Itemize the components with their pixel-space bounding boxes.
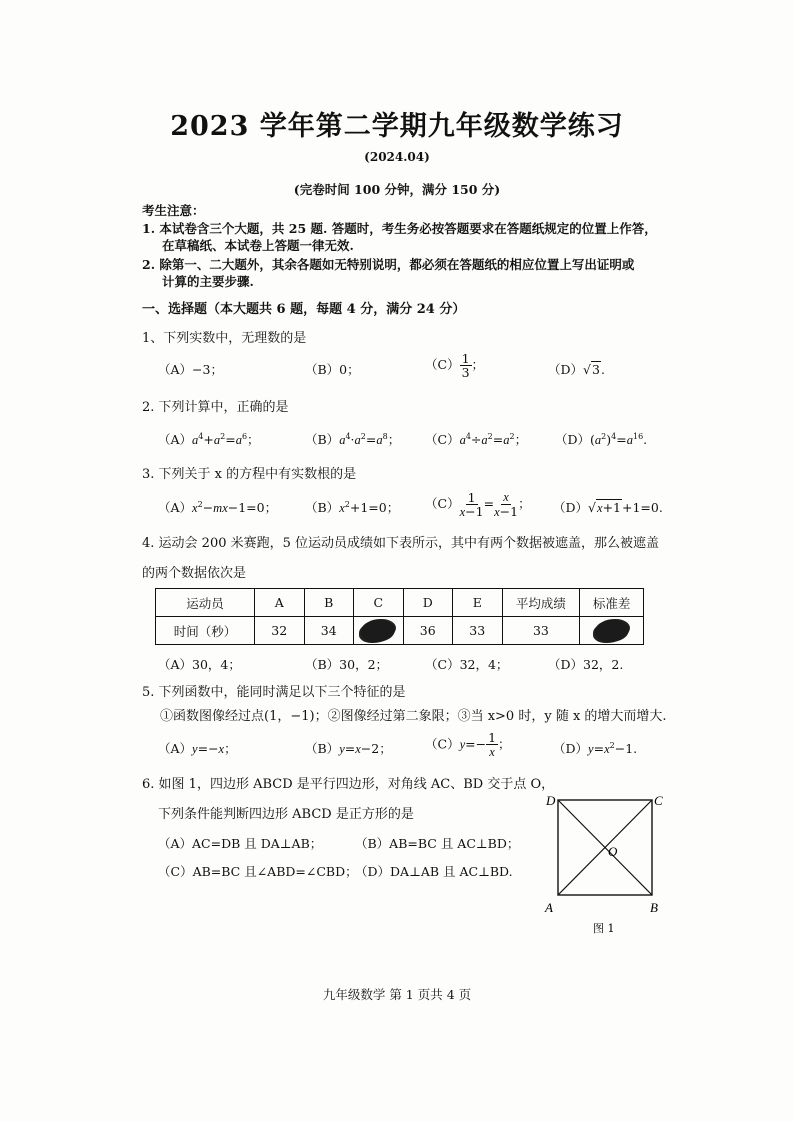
q4-option-b: （B）30，2； [305,657,389,672]
ink-blot-icon [361,620,395,642]
q3-option-c: （C） $\frac{1}{x-1}$ = $\frac{x}{x-1}$ ； [425,489,531,519]
table-header: A [255,589,305,617]
table-header: D [403,589,453,617]
q2-option-c: $(C)a^4\div a^2=a^2$； [425,431,528,447]
section-heading: 一、选择题（本大题共 6 题，每题 4 分，满分 24 分） [142,302,466,317]
table-cell: 36 [403,617,453,645]
question-3-stem: 3. 下列关于 x 的方程中有实数根的是 [142,467,357,482]
ink-blot-icon [595,620,629,642]
q2-option-a: $(A)a^4+a^2=a^6$； [158,431,260,447]
table-cell: 34 [304,617,354,645]
q4-option-c: （C）32，4； [425,657,509,672]
q4-option-d: （D）32，2. [548,657,624,672]
q5-option-c: （C）y=− $\frac{1}{x}$ ； [425,730,511,759]
notice-item-line: 计算的主要步骤. [162,274,254,289]
q3-option-a: $(A)x^2-mx-1=0$； [158,499,278,515]
q3-option-b: $(B)x^2+1=0$； [305,499,400,515]
table-cell: 32 [255,617,305,645]
question-4-stem-line-1: 4. 运动会 200 米赛跑，5 位运动员成绩如下表所示，其中有两个数据被遮盖，那么被遮盖 [142,536,660,551]
notice-item-line: 在草稿纸、本试卷上答题一律无效. [162,238,354,253]
table-header: 运动员 [156,589,255,617]
q1-option-b: （B）0； [305,362,360,377]
notice-item-line: 本试卷含三个大题，共 25 题. 答题时，考生务必按答题要求在答题纸规定的位置上作答， [159,221,657,236]
question-5-stem: 5. 下列函数中，能同时满足以下三个特征的是 [142,685,406,700]
q5-option-b: （B）y=x−2； [305,741,392,756]
q2-option-b: $(B)a^4\cdot a^2=a^8$； [305,431,401,447]
table-cell-covered [354,617,404,645]
q3-option-d: （D）√x+1+1=0. [553,500,663,515]
table-header: C [354,589,404,617]
table-header: E [453,589,503,617]
center-label-o: O [608,844,618,859]
table-cell-covered [580,617,644,645]
table-header: 平均成绩 [502,589,580,617]
figure-caption: 图 1 [593,922,615,935]
notice-item-1 [142,220,682,254]
table-header: 标准差 [580,589,644,617]
table-header-row [156,589,644,617]
table-cell: 时间（秒） [156,617,255,645]
notice-item-2 [142,256,682,290]
q2-option-d: $(D)(a^2)^4=a^{16}$. [555,431,648,447]
q5-option-d: $(D)y=x^2-1$. [553,740,638,756]
notice-item-num: 1. [142,221,156,236]
notice-title: 考生注意： [142,203,205,218]
vertex-label-b: B [650,900,658,915]
score-table [155,588,644,645]
page-footer: 九年级数学 第 1 页共 4 页 [322,987,472,1002]
figure-1-square [540,790,670,940]
question-4-stem-line-2: 的两个数据依次是 [142,566,247,581]
question-6-stem-line-1: 6. 如图 1，四边形 ABCD 是平行四边形，对角线 AC、BD 交于点 O， [142,777,555,792]
page-title: 2023 学年第二学期九年级数学练习 [170,111,624,142]
vertex-label-a: A [545,900,553,915]
q6-option-d: （D）DA⊥AB 且 AC⊥BD. [355,864,513,879]
table-cell: 33 [453,617,503,645]
exam-timing: (完卷时间 100 分钟，满分 150 分) [293,182,501,197]
table-cell: 33 [502,617,580,645]
notice-item-line: 除第一、二大题外，其余各题如无特别说明，都必须在答题纸的相应位置上写出证明或 [159,257,635,272]
q4-option-a: （A）30，4； [158,657,241,672]
question-1-stem: 1、下列实数中，无理数的是 [142,331,307,346]
notice-item-num: 2. [142,257,156,272]
question-2-stem: 2. 下列计算中，正确的是 [142,400,289,415]
vertex-label-d: D [546,793,556,808]
q6-option-a: （A）AC=DB 且 DA⊥AB； [158,836,323,851]
q6-option-b: （B）AB=BC 且 AC⊥BD； [355,836,520,851]
question-6-stem-line-2: 下列条件能判断四边形 ABCD 是正方形的是 [158,807,414,822]
fraction: $\frac{1}{3}$ [461,351,470,380]
table-row [156,617,644,645]
q1-option-d: （D）√3. [548,362,605,377]
vertex-label-c: C [654,793,663,808]
question-5-features: ①函数图像经过点(1，−1)；②图像经过第二象限；③当 x>0 时，y 随 x 的增大而增大. [160,709,667,724]
table-header: B [304,589,354,617]
exam-date: (2024.04) [364,150,430,164]
q6-option-c: （C）AB=BC 且∠ABD=∠CBD； [158,864,358,879]
q5-option-a: （A）y=−x； [158,741,237,756]
q1-option-a: （A）−3； [158,362,223,377]
q1-option-c: （C） $\frac{1}{3}$ ； [425,351,485,380]
